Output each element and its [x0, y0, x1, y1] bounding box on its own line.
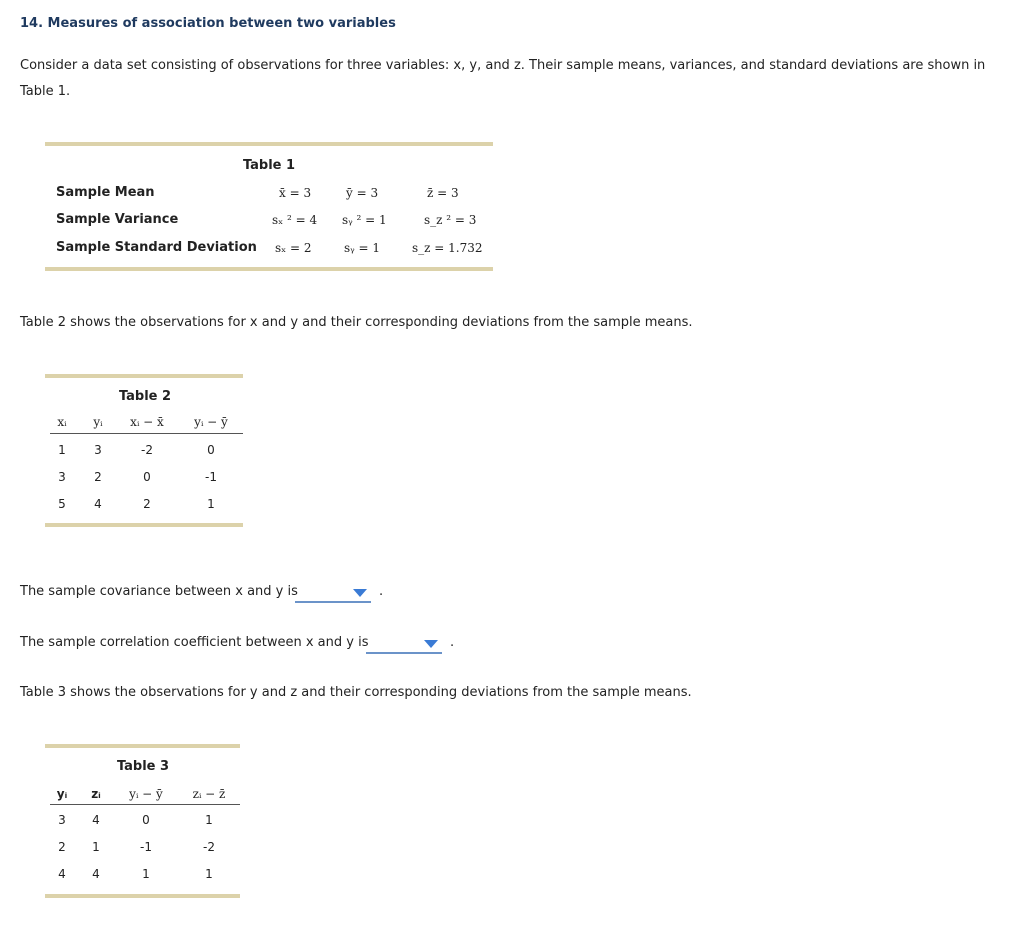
table3-header-rule	[50, 804, 240, 805]
table3-header: yᵢ − ȳ	[129, 787, 163, 801]
table1-cell: sₓ = 2	[275, 241, 312, 255]
table3-cell: 1	[92, 840, 100, 854]
table3-cell: 1	[205, 813, 213, 827]
table2-cell: 4	[94, 497, 102, 511]
table1-cell: sᵧ = 1	[344, 241, 380, 255]
table1-cell: z̄ = 3	[427, 186, 459, 200]
table3-cell: 4	[92, 813, 100, 827]
intro-line-1: Consider a data set consisting of observations for three variables: x, y, and z. Their sample means, variances, and standard deviations are shown in	[20, 58, 986, 73]
table1-row-label: Sample Variance	[56, 212, 179, 227]
dropdown-arrow-icon	[353, 589, 367, 597]
table1-cell: s_z ² = 3	[424, 213, 477, 227]
table3-cell: 1	[205, 867, 213, 881]
question-title: 14. Measures of association between two variables	[20, 16, 396, 31]
table2-cell: 2	[143, 497, 151, 511]
correlation-dropdown[interactable]	[366, 634, 442, 654]
table2-cell: 1	[207, 497, 215, 511]
table1-cell: ȳ = 3	[346, 186, 379, 200]
table3-header: zᵢ − z̄	[192, 787, 226, 801]
table1-top-rule	[45, 142, 493, 146]
table2-cell: 0	[207, 443, 215, 457]
table3-cell: -2	[203, 840, 215, 854]
table1-cell: sᵧ ² = 1	[342, 213, 387, 227]
table3-cell: 1	[142, 867, 150, 881]
table3-cell: 4	[92, 867, 100, 881]
table3-cell: 4	[58, 867, 66, 881]
table3-intro: Table 3 shows the observations for y and z and their corresponding deviations from the sample means.	[20, 685, 692, 700]
table2-header: yᵢ	[93, 415, 103, 429]
table1-row-label: Sample Standard Deviation	[56, 240, 257, 255]
table3-bottom-rule	[45, 894, 240, 898]
table3-caption: Table 3	[116, 759, 170, 774]
table2-cell: -1	[205, 470, 217, 484]
table2-caption: Table 2	[118, 389, 172, 404]
table2-header-rule	[50, 433, 243, 434]
table1-cell: s_z = 1.732	[412, 241, 483, 255]
table3-cell: 2	[58, 840, 66, 854]
table3-cell: 3	[58, 813, 66, 827]
table3-header: yᵢ	[56, 787, 68, 801]
table1-bottom-rule	[45, 267, 493, 271]
table2-cell: 3	[94, 443, 102, 457]
table1-row-label: Sample Mean	[56, 185, 155, 200]
table2-cell: 5	[58, 497, 66, 511]
table3-top-rule	[45, 744, 240, 748]
table2-cell: 1	[58, 443, 66, 457]
intro-line-2: Table 1.	[20, 84, 71, 99]
table3-cell: 0	[142, 813, 150, 827]
intro-text	[20, 53, 990, 105]
table1-cell: sₓ ² = 4	[272, 213, 318, 227]
table2-bottom-rule	[45, 523, 243, 527]
table2-intro: Table 2 shows the observations for x and y and their corresponding deviations from the sample means.	[20, 315, 693, 330]
table2-top-rule	[45, 374, 243, 378]
table1-cell: x̄ = 3	[279, 186, 312, 200]
covariance-question: The sample covariance between x and y is	[20, 584, 298, 599]
table1-caption: Table 1	[242, 158, 296, 173]
table2-cell: -2	[141, 443, 153, 457]
table2-cell: 0	[143, 470, 151, 484]
period: .	[450, 635, 455, 650]
table3-header: zᵢ	[91, 787, 101, 801]
covariance-dropdown[interactable]	[295, 583, 371, 603]
table2-header: yᵢ − ȳ	[194, 415, 228, 429]
period: .	[379, 584, 384, 599]
table2-cell: 3	[58, 470, 66, 484]
table2-header: xᵢ − x̄	[130, 415, 164, 429]
table3-cell: -1	[140, 840, 152, 854]
table2-cell: 2	[94, 470, 102, 484]
dropdown-arrow-icon	[424, 640, 438, 648]
correlation-question: The sample correlation coefficient between x and y is	[20, 635, 369, 650]
table2-header: xᵢ	[57, 415, 67, 429]
